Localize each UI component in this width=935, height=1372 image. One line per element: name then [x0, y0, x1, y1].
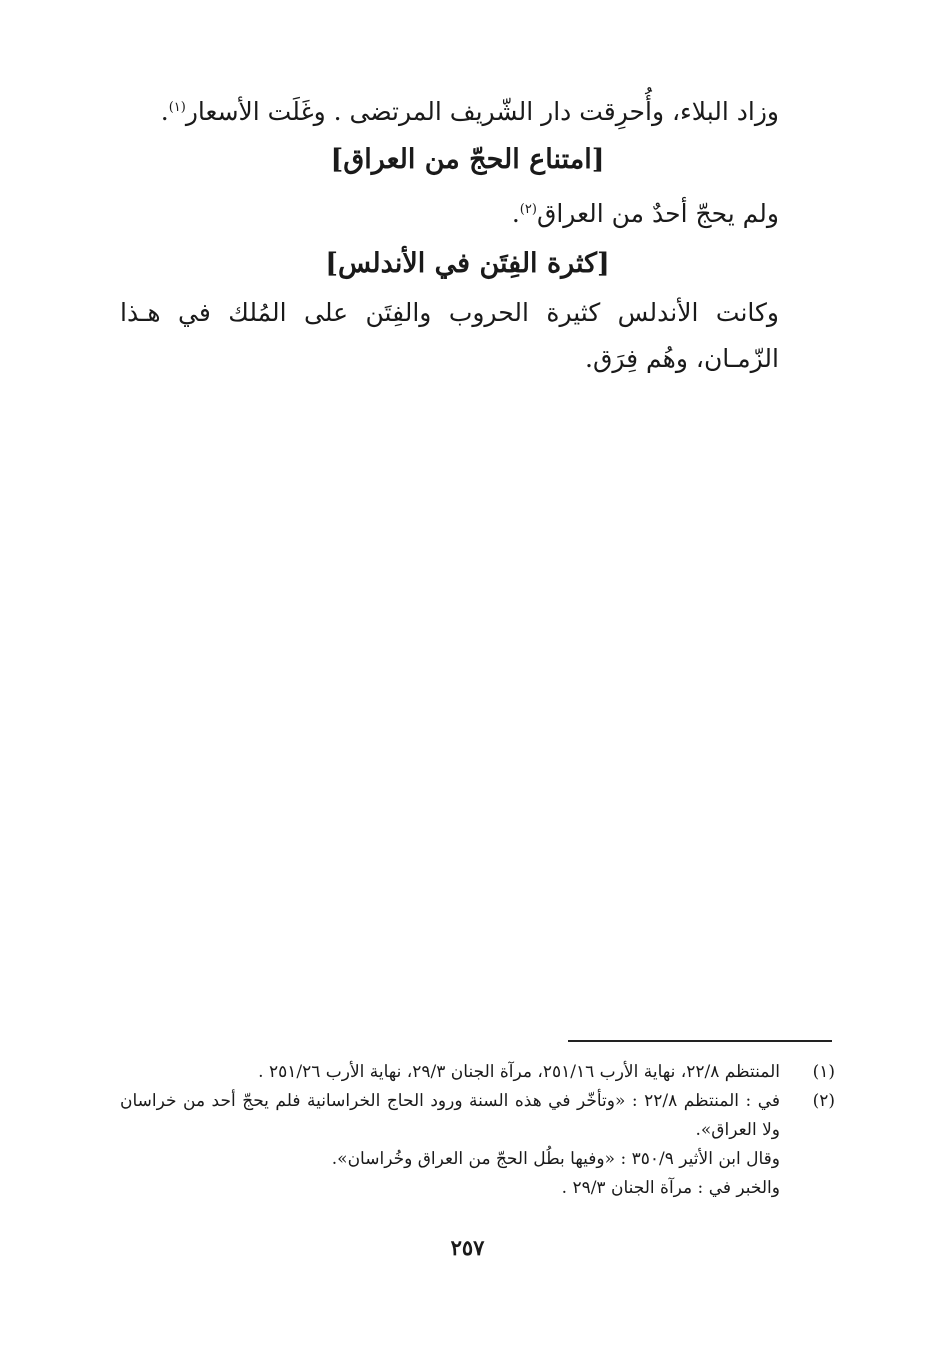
footnote-number: (٢): [812, 1091, 835, 1111]
footnote-2: [120, 1087, 835, 1203]
body-line-1: [161, 88, 779, 132]
body-line-2-text: ولم يحجّ أحدٌ من العراق: [536, 199, 779, 228]
section-heading-andalus: [كثرة الفِتَن في الأندلس]: [325, 248, 610, 279]
footnote-separator: [568, 1040, 832, 1042]
body-line-1-text: وزاد البلاء، وأُحرِقت دار الشّريف المرتضى . وغَلَت الأسعار: [185, 97, 779, 126]
footnote-line: في : المنتظم ٢٢/٨ : «وتأخّر في هذه السنة ورود الحاج الخراسانية فلم يحجّ أحد من خراسان ولا العراق».: [120, 1091, 780, 1140]
body-paragraph-andalus: وكانت الأندلس كثيرة الحروب والفِتَن على المُلك في هـذا الزّمـان، وهُم فِرَق.: [120, 298, 779, 373]
section-heading-hajj: [امتناع الحجّ من العراق]: [330, 144, 605, 175]
footnote-line: وقال ابن الأثير ٣٥٠/٩ : «وفيها بطُل الحجّ من العراق وخُراسان».: [331, 1149, 780, 1169]
body-line-2: [512, 190, 779, 234]
page-number: ٢٥٧: [450, 1235, 485, 1260]
footnotes: [120, 1058, 835, 1203]
footnote-line: المنتظم ٢٢/٨، نهاية الأرب ٢٥١/١٦، مرآة الجنان ٢٩/٣، نهاية الأرب ٢٥١/٢٦ .: [258, 1062, 780, 1082]
footnote-ref-1: (١): [168, 100, 186, 115]
footnote-number: (١): [812, 1062, 835, 1082]
body-line-2-end: .: [511, 199, 520, 228]
footnote-ref-2: (٢): [519, 202, 537, 217]
footnote-1: [120, 1058, 835, 1087]
body-line-1-end: .: [160, 97, 169, 126]
footnote-line: والخبر في : مرآة الجنان ٢٩/٣ .: [561, 1178, 780, 1198]
